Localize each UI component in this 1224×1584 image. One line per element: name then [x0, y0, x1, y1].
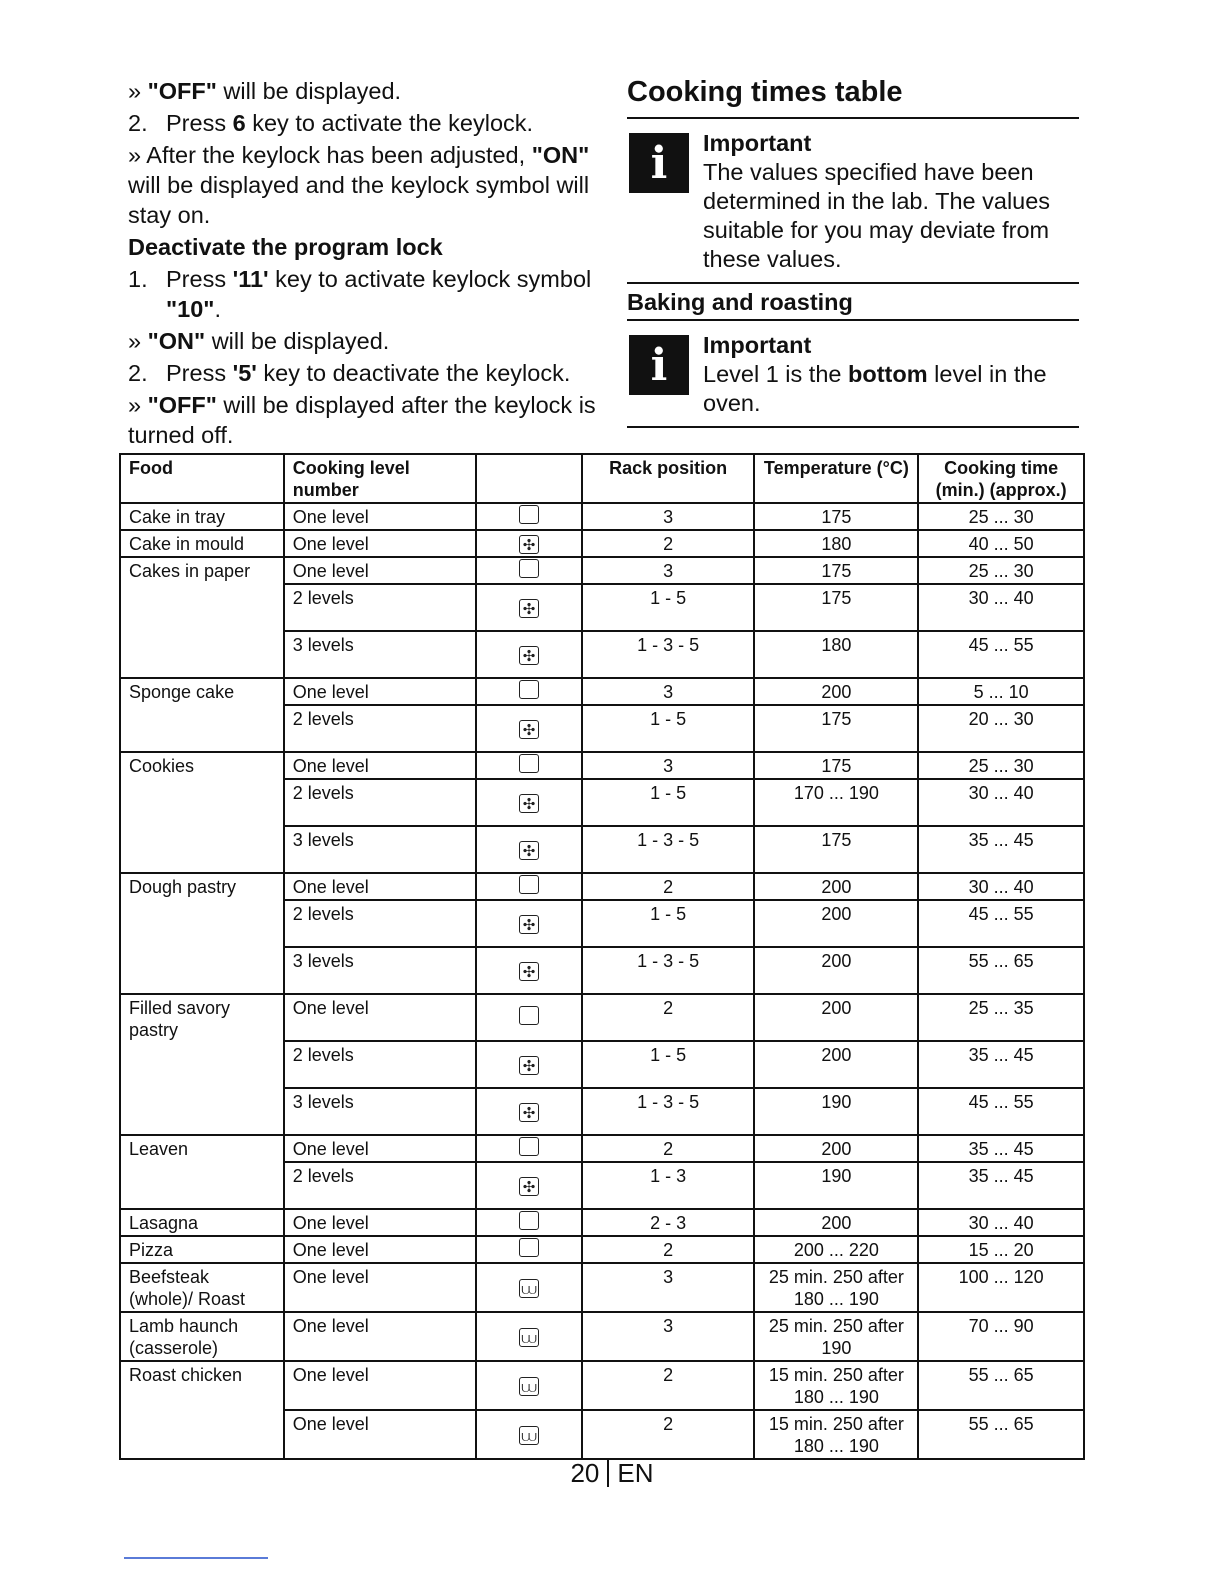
- time-cell: 30 ... 40: [918, 873, 1084, 900]
- mode-cell: [476, 584, 582, 631]
- time-cell: 15 ... 20: [918, 1236, 1084, 1263]
- left-column: [128, 76, 598, 452]
- time-cell: 45 ... 55: [918, 1088, 1084, 1135]
- time-cell: 5 ... 10: [918, 678, 1084, 705]
- level-cell: 3 levels: [284, 826, 477, 873]
- temp-cell: 200: [754, 1209, 918, 1236]
- time-cell: 30 ... 40: [918, 584, 1084, 631]
- time-cell: 55 ... 65: [918, 1361, 1084, 1410]
- oven-fan-icon: ✣: [519, 1177, 539, 1196]
- food-cell: Sponge cake: [120, 678, 284, 752]
- time-cell: 35 ... 45: [918, 1135, 1084, 1162]
- rack-cell: 2: [582, 873, 755, 900]
- oven-fan-icon: ✣: [519, 1056, 539, 1075]
- temp-cell: 175: [754, 705, 918, 752]
- rack-cell: 1 - 5: [582, 900, 755, 947]
- level-cell: One level: [284, 873, 477, 900]
- mode-cell: [476, 631, 582, 678]
- table-row: [120, 1263, 1084, 1312]
- right-column: [627, 76, 1079, 428]
- food-cell: Lamb haunch (casserole): [120, 1312, 284, 1361]
- time-cell: 100 ... 120: [918, 1263, 1084, 1312]
- temp-cell: 200: [754, 947, 918, 994]
- rack-cell: 1 - 3 - 5: [582, 947, 755, 994]
- oven-static-icon: [519, 1137, 539, 1156]
- mode-cell: [476, 873, 582, 900]
- rack-cell: 1 - 3 - 5: [582, 1088, 755, 1135]
- oven-grill-icon: ⩊: [519, 1426, 539, 1445]
- rack-cell: 3: [582, 503, 755, 530]
- temp-cell: 200: [754, 873, 918, 900]
- rack-cell: 2 - 3: [582, 1209, 755, 1236]
- level-cell: One level: [284, 1263, 477, 1312]
- food-cell: Cakes in paper: [120, 557, 284, 678]
- oven-static-icon: [519, 559, 539, 578]
- table-row: [120, 678, 1084, 705]
- mode-cell: [476, 1236, 582, 1263]
- table-row: [120, 1209, 1084, 1236]
- table-row: [120, 503, 1084, 530]
- temp-cell: 170 ... 190: [754, 779, 918, 826]
- time-cell: 55 ... 65: [918, 1410, 1084, 1459]
- mode-cell: [476, 1162, 582, 1209]
- rack-cell: 2: [582, 994, 755, 1041]
- oven-grill-icon: ⩊: [519, 1328, 539, 1347]
- time-cell: 30 ... 40: [918, 1209, 1084, 1236]
- food-cell: Pizza: [120, 1236, 284, 1263]
- rack-cell: 2: [582, 1135, 755, 1162]
- col-mode: [476, 454, 582, 503]
- oven-fan-icon: ✣: [519, 535, 539, 554]
- note-title: Important: [703, 332, 812, 358]
- para-off-displayed: » "OFF" will be displayed.: [128, 78, 402, 104]
- level-cell: One level: [284, 752, 477, 779]
- temp-cell: 175: [754, 503, 918, 530]
- rack-cell: 1 - 5: [582, 584, 755, 631]
- note-title: Important: [703, 130, 812, 156]
- rack-cell: 3: [582, 752, 755, 779]
- time-cell: 25 ... 30: [918, 503, 1084, 530]
- oven-static-icon: [519, 1006, 539, 1025]
- temp-cell: 200: [754, 900, 918, 947]
- rack-cell: 3: [582, 678, 755, 705]
- step-press-11: 1. Press '11' key to activate keylock symbol "10".: [128, 266, 592, 322]
- time-cell: 45 ... 55: [918, 631, 1084, 678]
- food-cell: Roast chicken: [120, 1361, 284, 1459]
- mode-cell: [476, 1410, 582, 1459]
- rack-cell: 1 - 5: [582, 1041, 755, 1088]
- oven-fan-icon: ✣: [519, 720, 539, 739]
- rack-cell: 1 - 3 - 5: [582, 826, 755, 873]
- step-press-5: 2. Press '5' key to deactivate the keylock.: [128, 360, 571, 386]
- col-rack: Rack position: [582, 454, 755, 503]
- food-cell: Lasagna: [120, 1209, 284, 1236]
- level-cell: One level: [284, 503, 477, 530]
- divider: [124, 1557, 268, 1559]
- level-cell: 2 levels: [284, 900, 477, 947]
- oven-static-icon: [519, 1211, 539, 1230]
- rack-cell: 1 - 5: [582, 705, 755, 752]
- cooking-times-table: [119, 453, 1085, 1460]
- time-cell: 70 ... 90: [918, 1312, 1084, 1361]
- note-text: Level 1 is the bottom level in the oven.: [703, 361, 1047, 416]
- rack-cell: 2: [582, 1236, 755, 1263]
- oven-fan-icon: ✣: [519, 794, 539, 813]
- oven-fan-icon: ✣: [519, 646, 539, 665]
- temp-cell: 15 min. 250 after 180 ... 190: [754, 1361, 918, 1410]
- level-cell: One level: [284, 1312, 477, 1361]
- language-code: EN: [617, 1458, 654, 1488]
- rack-cell: 2: [582, 1361, 755, 1410]
- level-cell: One level: [284, 1236, 477, 1263]
- level-cell: One level: [284, 530, 477, 557]
- rack-cell: 1 - 3 - 5: [582, 631, 755, 678]
- rack-cell: 2: [582, 1410, 755, 1459]
- rack-cell: 3: [582, 1263, 755, 1312]
- temp-cell: 175: [754, 752, 918, 779]
- mode-cell: [476, 826, 582, 873]
- time-cell: 40 ... 50: [918, 530, 1084, 557]
- mode-cell: [476, 503, 582, 530]
- temp-cell: 180: [754, 631, 918, 678]
- time-cell: 55 ... 65: [918, 947, 1084, 994]
- table-row: [120, 752, 1084, 779]
- oven-static-icon: [519, 754, 539, 773]
- mode-cell: [476, 900, 582, 947]
- page-number: 20: [570, 1458, 600, 1488]
- level-cell: One level: [284, 1361, 477, 1410]
- level-cell: 2 levels: [284, 705, 477, 752]
- oven-grill-icon: ⩊: [519, 1377, 539, 1396]
- important-note-1: [627, 119, 1079, 284]
- table-row: [120, 873, 1084, 900]
- oven-fan-icon: ✣: [519, 841, 539, 860]
- table-row: [120, 1312, 1084, 1361]
- table-row: [120, 1135, 1084, 1162]
- mode-cell: [476, 947, 582, 994]
- mode-cell: [476, 752, 582, 779]
- time-cell: 25 ... 30: [918, 557, 1084, 584]
- time-cell: 25 ... 35: [918, 994, 1084, 1041]
- info-icon: i: [629, 133, 689, 193]
- mode-cell: [476, 557, 582, 584]
- level-cell: One level: [284, 1135, 477, 1162]
- heading-deactivate: Deactivate the program lock: [128, 234, 443, 260]
- food-cell: Leaven: [120, 1135, 284, 1209]
- level-cell: 3 levels: [284, 947, 477, 994]
- time-cell: 35 ... 45: [918, 826, 1084, 873]
- mode-cell: [476, 779, 582, 826]
- oven-grill-icon: ⩊: [519, 1279, 539, 1298]
- level-cell: One level: [284, 994, 477, 1041]
- table-header-row: [120, 454, 1084, 503]
- time-cell: 35 ... 45: [918, 1041, 1084, 1088]
- oven-fan-icon: ✣: [519, 962, 539, 981]
- oven-fan-icon: ✣: [519, 1103, 539, 1122]
- temp-cell: 200: [754, 678, 918, 705]
- section-title: Cooking times table: [627, 76, 1079, 119]
- food-cell: Cookies: [120, 752, 284, 873]
- food-cell: Cake in tray: [120, 503, 284, 530]
- oven-static-icon: [519, 875, 539, 894]
- food-cell: Cake in mould: [120, 530, 284, 557]
- rack-cell: 1 - 3: [582, 1162, 755, 1209]
- mode-cell: [476, 1312, 582, 1361]
- temp-cell: 175: [754, 584, 918, 631]
- para-keylock-adjusted: » After the keylock has been adjusted, "ON" will be displayed and the keylock symbol will stay on.: [128, 142, 590, 228]
- oven-static-icon: [519, 680, 539, 699]
- mode-cell: [476, 678, 582, 705]
- rack-cell: 2: [582, 530, 755, 557]
- mode-cell: [476, 705, 582, 752]
- temp-cell: 200: [754, 1041, 918, 1088]
- mode-cell: [476, 1263, 582, 1312]
- mode-cell: [476, 1041, 582, 1088]
- page-footer: [0, 1458, 1224, 1489]
- rack-cell: 1 - 5: [582, 779, 755, 826]
- mode-cell: [476, 530, 582, 557]
- subheading: Baking and roasting: [627, 284, 1079, 321]
- col-time: Cooking time (min.) (approx.): [918, 454, 1084, 503]
- food-cell: Filled savory pastry: [120, 994, 284, 1135]
- mode-cell: [476, 994, 582, 1041]
- oven-static-icon: [519, 505, 539, 524]
- oven-fan-icon: ✣: [519, 599, 539, 618]
- col-temp: Temperature (°C): [754, 454, 918, 503]
- table-row: [120, 1236, 1084, 1263]
- level-cell: 2 levels: [284, 1041, 477, 1088]
- temp-cell: 180: [754, 530, 918, 557]
- level-cell: 2 levels: [284, 584, 477, 631]
- food-cell: Beefsteak (whole)/ Roast: [120, 1263, 284, 1312]
- temp-cell: 200 ... 220: [754, 1236, 918, 1263]
- table-row: [120, 557, 1084, 584]
- time-cell: 35 ... 45: [918, 1162, 1084, 1209]
- para-on-displayed: » "ON" will be displayed.: [128, 328, 390, 354]
- para-off-after: » "OFF" will be displayed after the keylock is turned off.: [128, 392, 596, 448]
- note-text: The values specified have been determined in the lab. The values suitable for you may deviate from these values.: [703, 159, 1051, 272]
- time-cell: 25 ... 30: [918, 752, 1084, 779]
- temp-cell: 15 min. 250 after 180 ... 190: [754, 1410, 918, 1459]
- temp-cell: 25 min. 250 after 180 ... 190: [754, 1263, 918, 1312]
- mode-cell: [476, 1088, 582, 1135]
- col-food: Food: [120, 454, 284, 503]
- table-row: [120, 530, 1084, 557]
- time-cell: 30 ... 40: [918, 779, 1084, 826]
- level-cell: 2 levels: [284, 779, 477, 826]
- temp-cell: 175: [754, 826, 918, 873]
- rack-cell: 3: [582, 557, 755, 584]
- important-note-2: [627, 321, 1079, 428]
- table-row: [120, 994, 1084, 1041]
- level-cell: One level: [284, 557, 477, 584]
- level-cell: 2 levels: [284, 1162, 477, 1209]
- temp-cell: 25 min. 250 after 190: [754, 1312, 918, 1361]
- temp-cell: 190: [754, 1088, 918, 1135]
- mode-cell: [476, 1135, 582, 1162]
- oven-fan-icon: ✣: [519, 915, 539, 934]
- rack-cell: 3: [582, 1312, 755, 1361]
- time-cell: 45 ... 55: [918, 900, 1084, 947]
- level-cell: 3 levels: [284, 631, 477, 678]
- time-cell: 20 ... 30: [918, 705, 1084, 752]
- food-cell: Dough pastry: [120, 873, 284, 994]
- level-cell: One level: [284, 1209, 477, 1236]
- col-level: Cooking level number: [284, 454, 477, 503]
- step-activate-keylock: 2. Press 6 key to activate the keylock.: [128, 110, 534, 136]
- level-cell: One level: [284, 678, 477, 705]
- oven-static-icon: [519, 1238, 539, 1257]
- table-row: [120, 1361, 1084, 1410]
- level-cell: One level: [284, 1410, 477, 1459]
- temp-cell: 175: [754, 557, 918, 584]
- mode-cell: [476, 1209, 582, 1236]
- temp-cell: 190: [754, 1162, 918, 1209]
- temp-cell: 200: [754, 1135, 918, 1162]
- info-icon: i: [629, 335, 689, 395]
- level-cell: 3 levels: [284, 1088, 477, 1135]
- temp-cell: 200: [754, 994, 918, 1041]
- mode-cell: [476, 1361, 582, 1410]
